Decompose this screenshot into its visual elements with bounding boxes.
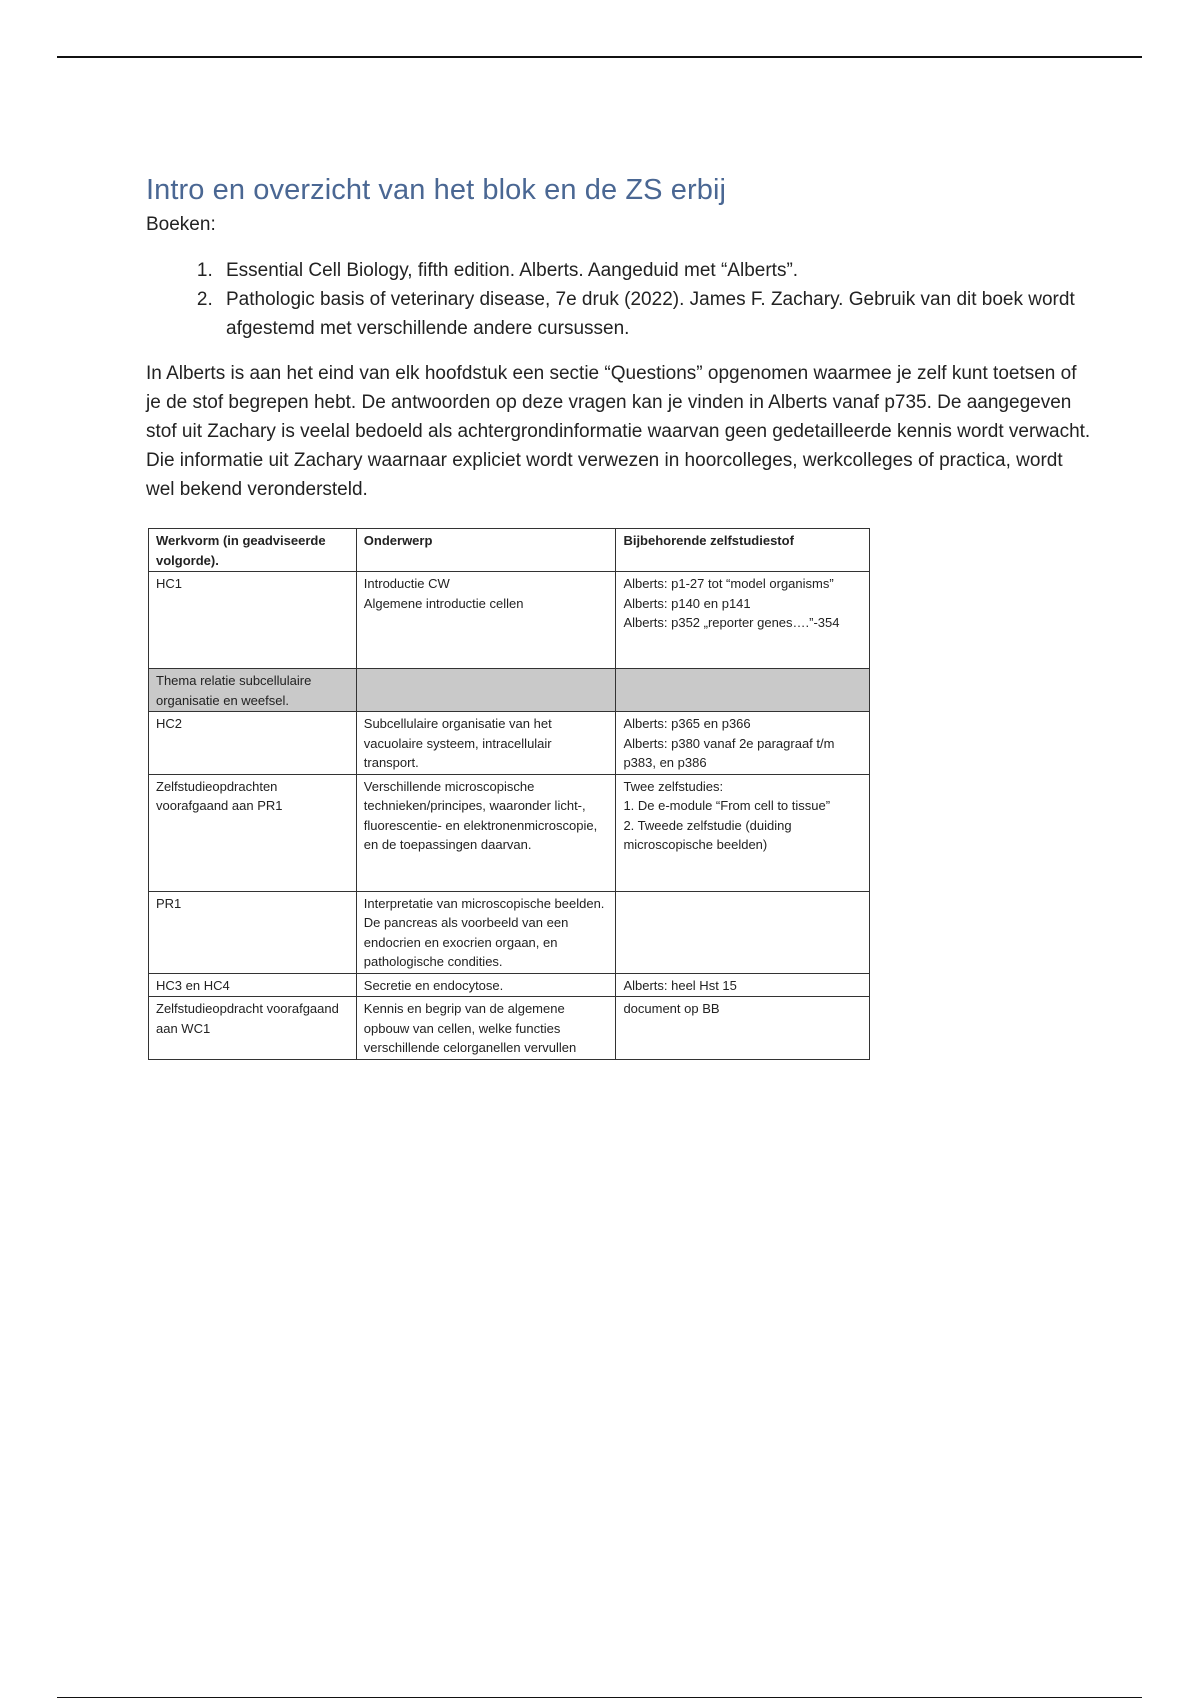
header-rule — [57, 56, 1142, 58]
cell-zelfstudiestof — [616, 572, 870, 669]
table-row — [149, 774, 870, 891]
cell-line: Alberts: p1-27 tot “model organisms” — [623, 576, 834, 591]
cell-line: Twee zelfstudies: — [623, 778, 724, 794]
table-header-row — [149, 529, 870, 572]
table-row-theme — [149, 669, 870, 712]
cell-onderwerp: Kennis en begrip van de algemene opbouw van cellen, welke functies verschillende celorganellen vervullen — [356, 997, 616, 1060]
cell-line: Algemene introductie cellen — [363, 595, 524, 611]
table-row — [149, 712, 870, 775]
cell-line: Introductie CW — [363, 576, 450, 591]
cell-onderwerp — [356, 669, 616, 712]
cell-werkvorm: Zelfstudieopdracht voorafgaand aan WC1 — [149, 997, 357, 1060]
cell-onderwerp: Interpretatie van microscopische beelden. De pancreas als voorbeeld van een endocrien en exocrien orgaan, en pathologische condities. — [356, 891, 616, 973]
cell-onderwerp: Secretie en endocytose. — [356, 973, 616, 997]
cell-line: Alberts: p365 en p366 — [623, 716, 751, 731]
cell-zelfstudiestof: Alberts: heel Hst 15 — [616, 973, 870, 997]
page-title: Intro en overzicht van het blok en de ZS erbij — [146, 174, 727, 206]
cell-werkvorm: Thema relatie subcellulaire organisatie en weefsel. — [149, 669, 357, 712]
header-zelfstudiestof: Bijbehorende zelfstudiestof — [616, 529, 870, 572]
cell-zelfstudiestof — [616, 669, 870, 712]
cell-onderwerp — [356, 572, 616, 669]
table-row — [149, 997, 870, 1060]
cell-zelfstudiestof — [616, 712, 870, 775]
table-row — [149, 572, 870, 669]
footer-rule — [57, 1697, 1142, 1698]
cell-line: 1. De e-module “From cell to tissue” — [623, 798, 831, 813]
cell-zelfstudiestof: document op BB — [616, 997, 870, 1060]
cell-werkvorm: HC3 en HC4 — [149, 973, 357, 997]
cell-onderwerp: Subcellulaire organisatie van het vacuolaire systeem, intracellulair transport. — [356, 712, 616, 775]
cell-zelfstudiestof — [616, 774, 870, 891]
cell-werkvorm: HC2 — [149, 712, 357, 775]
cell-werkvorm: Zelfstudieopdrachten voorafgaand aan PR1 — [149, 774, 357, 891]
cell-line: 2. Tweede zelfstudie (duiding microscopische beelden) — [623, 817, 792, 852]
books-list — [146, 256, 1096, 343]
cell-zelfstudiestof — [616, 891, 870, 973]
header-onderwerp: Onderwerp — [356, 529, 616, 572]
cell-line: Alberts: p140 en p141 — [623, 595, 751, 611]
list-item: 1. Essential Cell Biology, fifth edition. Alberts. Aangeduid met “Alberts”. — [218, 256, 1096, 285]
books-label: Boeken: — [146, 214, 216, 235]
table-row — [149, 973, 870, 997]
cell-line: Alberts: p352 „reporter genes….”-354 — [623, 615, 840, 630]
cell-onderwerp: Verschillende microscopische technieken/principes, waaronder licht-, fluorescentie- en elektronenmicroscopie, en de toepassingen daarvan. — [356, 774, 616, 891]
cell-line: Alberts: p380 vanaf 2e paragraaf t/m p383, en p386 — [623, 735, 835, 770]
cell-werkvorm: PR1 — [149, 891, 357, 973]
intro-paragraph: In Alberts is aan het eind van elk hoofdstuk een sectie “Questions” opgenomen waarmee je zelf kunt toetsen of je de stof begrepen hebt. De antwoorden op deze vragen kan je vinden in Alberts vanaf p735. De aangegeven stof uit Zachary is veelal bedoeld als achtergrondinformatie waarvan geen gedetailleerde kennis wordt verwacht. Die informatie uit Zachary waarnaar expliciet wordt verwezen in hoorcolleges, werkcolleges of practica, wordt wel bekend verondersteld. — [146, 363, 1091, 500]
table-row — [149, 891, 870, 973]
study-plan-table — [148, 528, 870, 1060]
cell-werkvorm: HC1 — [149, 572, 357, 669]
header-werkvorm: Werkvorm (in geadviseerde volgorde). — [149, 529, 357, 572]
list-item: 2. Pathologic basis of veterinary disease, 7e druk (2022). James F. Zachary. Gebruik van dit boek wordt afgestemd met verschillende andere cursussen. — [218, 285, 1096, 343]
document-body — [146, 170, 1096, 504]
